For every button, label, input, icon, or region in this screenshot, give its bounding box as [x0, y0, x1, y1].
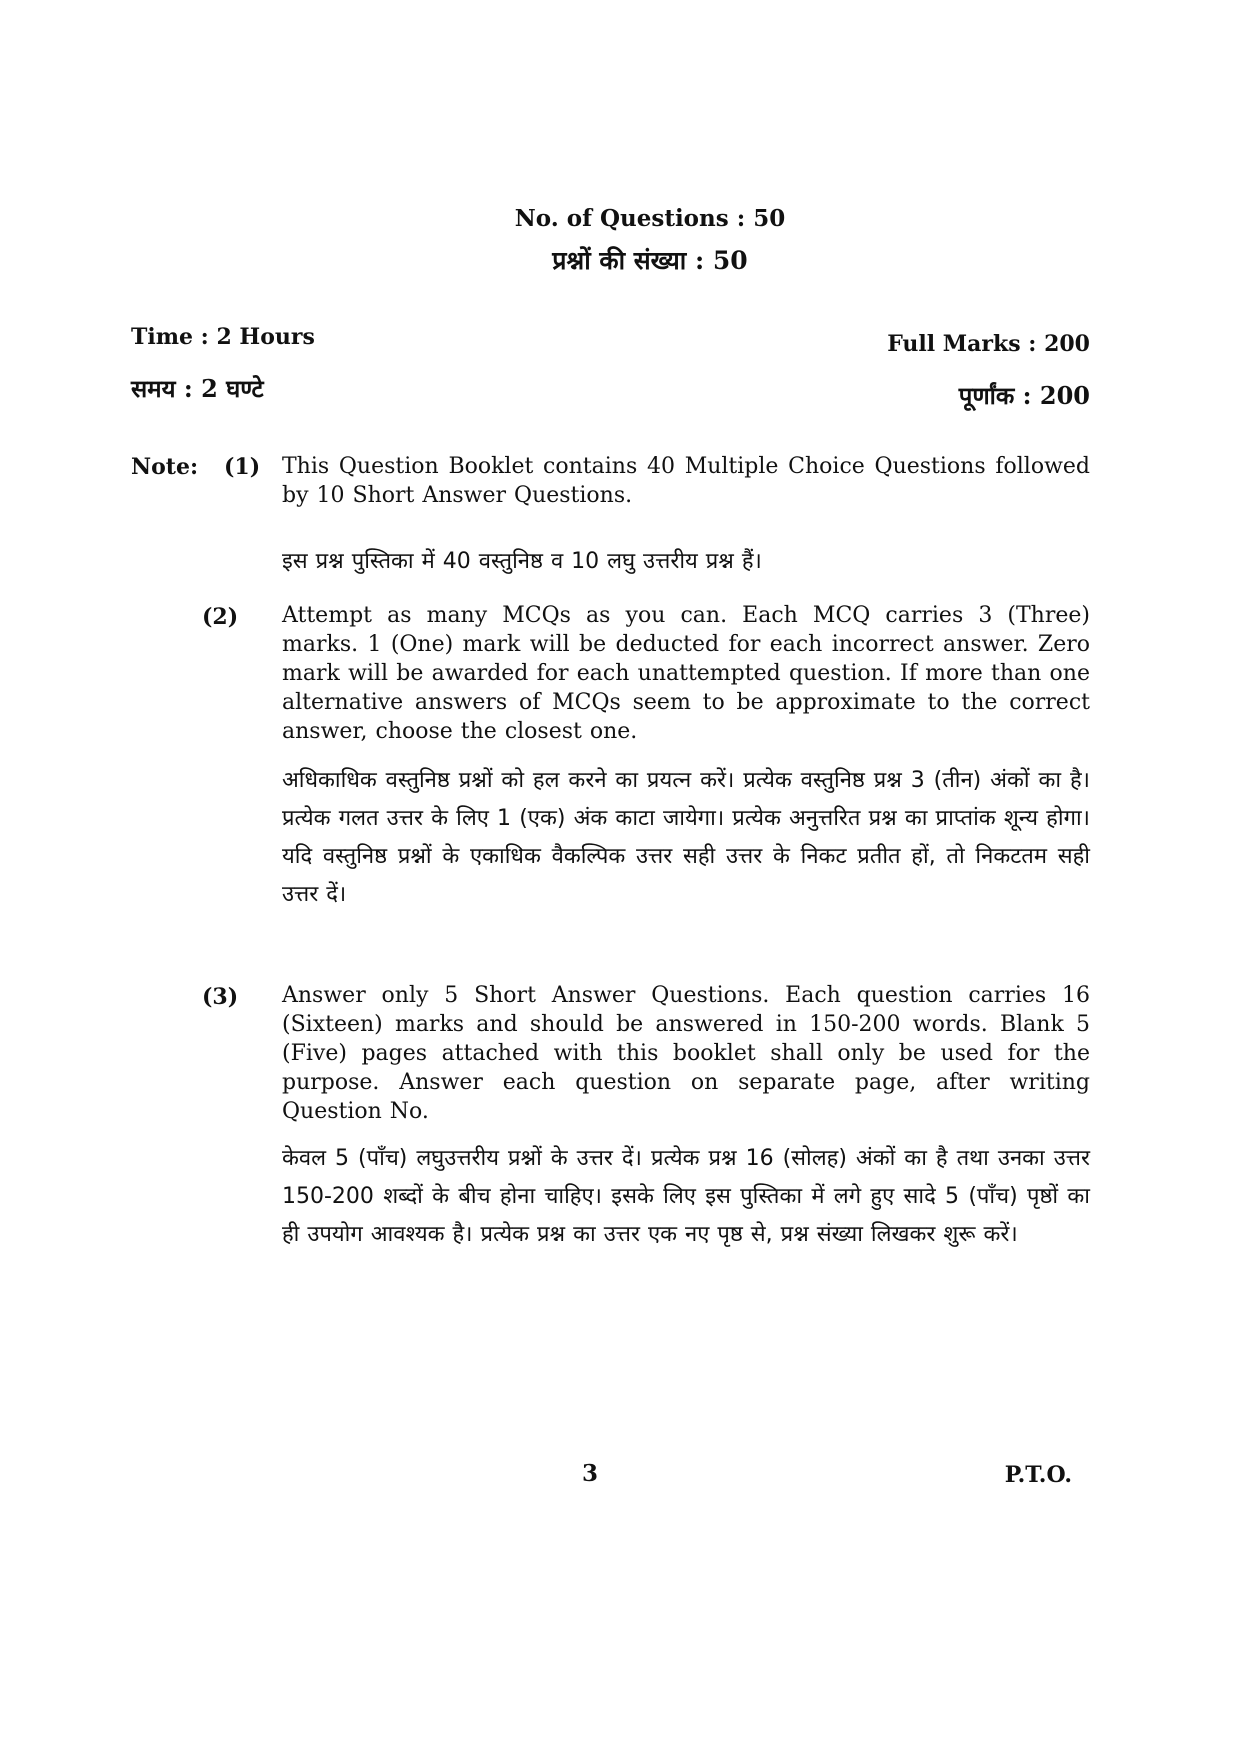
note-3-english: Answer only 5 Short Answer Questions. Each question carries 16 (Sixteen) marks and should be answered in 150-200 words. Blank 5 (Five) pages attached with this booklet shall only be used for the purpose. Answer each question on separate page, after writing Question No.	[282, 983, 1090, 1124]
please-turn-over: P.T.O.	[1004, 1462, 1072, 1488]
page-number: 3	[582, 1460, 599, 1487]
note-item-number-3: (3)	[202, 984, 239, 1010]
time-en: Time : 2 Hours	[131, 324, 315, 350]
number-of-questions-hi: प्रश्नों की संख्या : 50	[552, 246, 748, 275]
note-item-number-2: (2)	[202, 604, 239, 630]
note-2-hindi: अधिकाधिक वस्तुनिष्ठ प्रश्नों को हल करने का प्रयत्न करें। प्रत्येक वस्तुनिष्ठ प्रश्न 3 (तीन) अंकों का है। प्रत्येक गलत उत्तर के लिए 1 (एक) अंक काटा जायेगा। प्रत्येक अनुत्तरित प्रश्न का प्राप्तांक शून्य होगा। यदि वस्तुनिष्ठ प्रश्नों के एकाधिक वैकल्पिक उत्तर सही उत्तर के निकट प्रतीत हों, तो निकटतम सही उत्तर दें।	[282, 768, 1090, 907]
full-marks-en: Full Marks : 200	[887, 331, 1090, 357]
note-1-english: This Question Booklet contains 40 Multiple Choice Questions followed by 10 Short Answer Questions.	[282, 454, 1090, 508]
note-2-english: Attempt as many MCQs as you can. Each MCQ carries 3 (Three) marks. 1 (One) mark will be deducted for each incorrect answer. Zero mark will be awarded for each unattempted question. If more than one alternative answers of MCQs seem to be approximate to the correct answer, choose the closest one.	[282, 603, 1090, 744]
full-marks-hi: पूर्णांक : 200	[958, 381, 1090, 410]
note-3-hindi: केवल 5 (पाँच) लघुउत्तरीय प्रश्नों के उत्तर दें। प्रत्येक प्रश्न 16 (सोलह) अंकों का है तथा उनका उत्तर 150-200 शब्दों के बीच होना चाहिए। इसके लिए इस पुस्तिका में लगे हुए सादे 5 (पाँच) पृष्ठों का ही उपयोग आवश्यक है। प्रत्येक प्रश्न का उत्तर एक नए पृष्ठ से, प्रश्न संख्या लिखकर शुरू करें।	[282, 1146, 1090, 1247]
note-1-hindi: इस प्रश्न पुस्तिका में 40 वस्तुनिष्ठ व 10 लघु उत्तरीय प्रश्न हैं।	[282, 549, 762, 574]
note-item-number-1: (1)	[224, 454, 261, 480]
time-hi: समय : 2 घण्टे	[131, 374, 264, 403]
note-label: Note:	[131, 454, 199, 480]
number-of-questions-en: No. of Questions : 50	[514, 205, 786, 232]
